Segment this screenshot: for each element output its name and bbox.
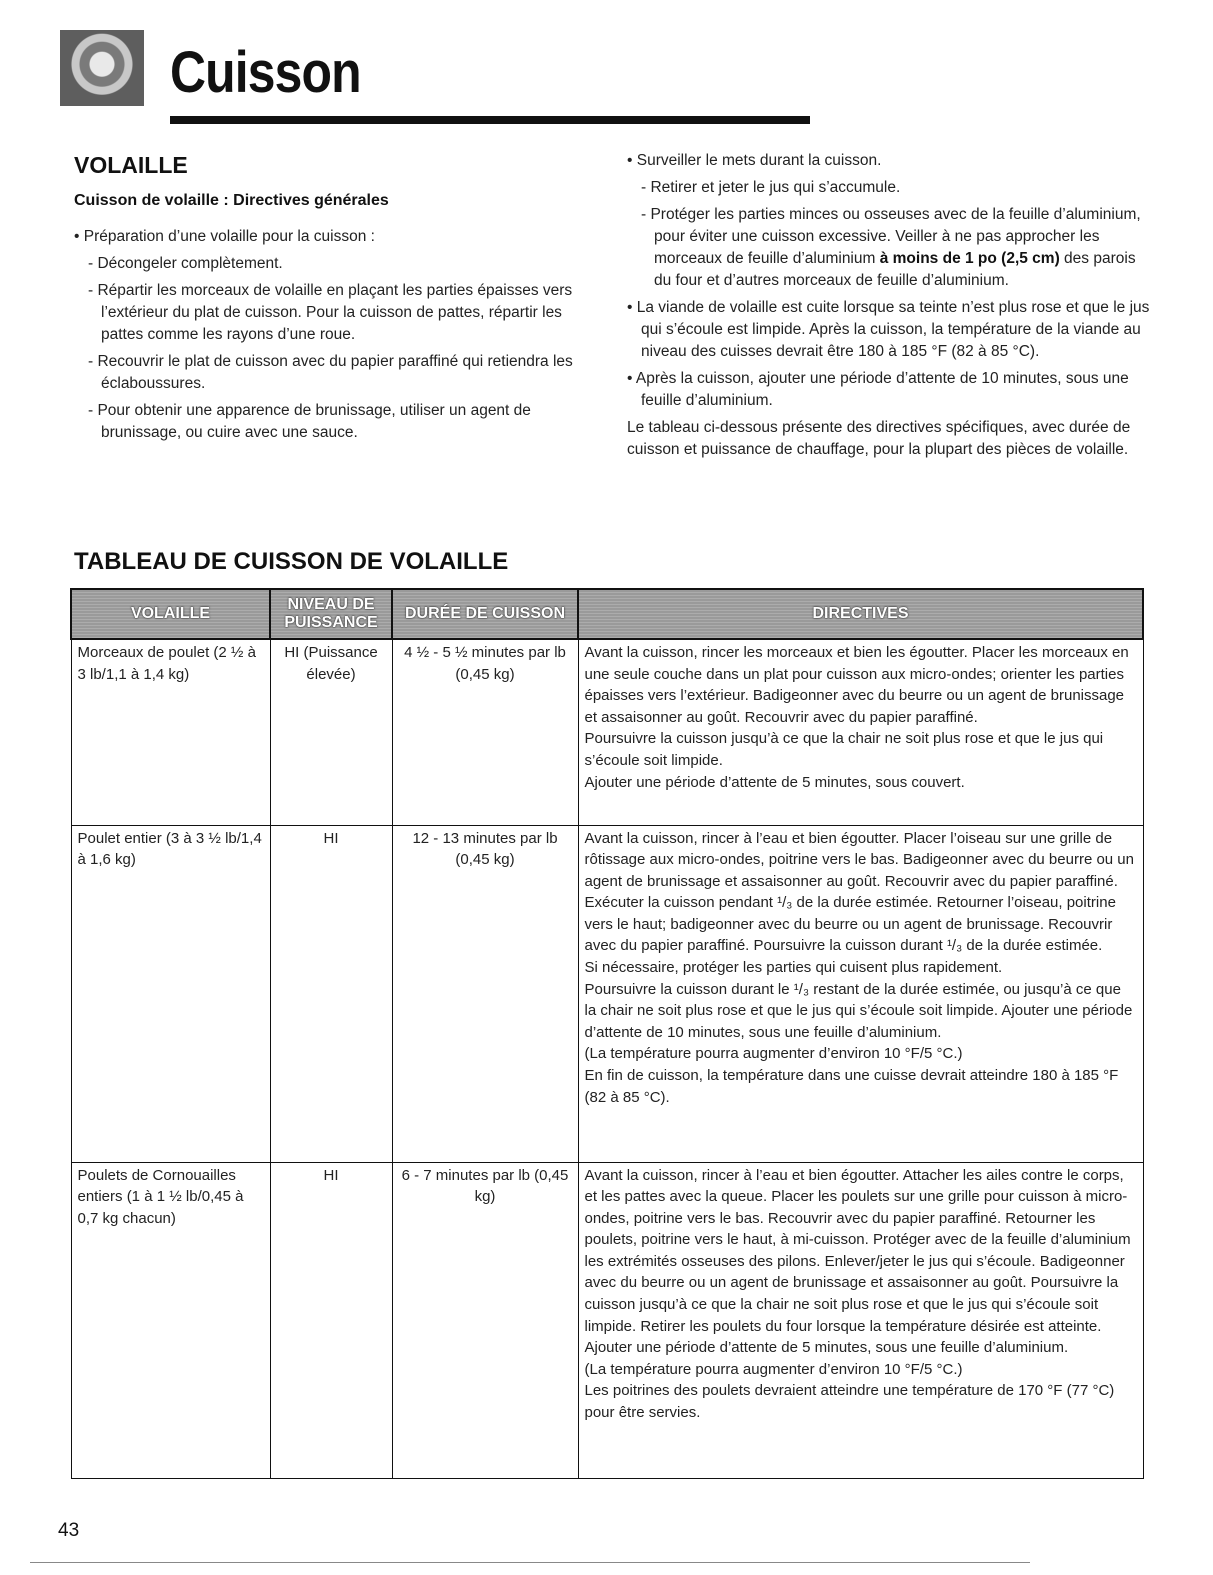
list-item: • Surveiller le mets durant la cuisson. <box>627 152 882 169</box>
page-number: 43 <box>58 1520 80 1541</box>
list-item: • Après la cuisson, ajouter une période d’attente de 10 minutes, sous une feuille d’aluminium. <box>627 370 1129 409</box>
list-item: - Recouvrir le plat de cuisson avec du papier paraffiné qui retiendra les éclaboussures. <box>88 353 573 392</box>
cook-time-cell: 12 - 13 minutes par lb (0,45 kg) <box>392 825 578 1162</box>
direction-line: Poursuivre la cuisson durant le ¹/₃ restant de la durée estimée, ou jusqu’à ce que la chair ne soit plus rose et que le jus qui s’écoule soit limpide. Ajouter une période d’attente de 10 minutes, sous une feuille d’aluminium. <box>584 980 1133 1041</box>
column-header-directives: DIRECTIVES <box>578 589 1143 639</box>
list-item-text: des parois du four et d’autres morceaux de feuille d’aluminium. <box>654 250 1136 289</box>
table-row <box>71 639 1143 825</box>
poultry-cell: Poulets de Cornouailles entiers (1 à 1 ½ lb/0,45 à 0,7 kg chacun) <box>71 1162 270 1478</box>
bottom-rule <box>30 1562 1030 1563</box>
emphasis-text: à moins de 1 po (2,5 cm) <box>879 250 1060 267</box>
power-level-cell: HI (Puissance élevée) <box>270 639 392 825</box>
direction-line: (La température pourra augmenter d’environ 10 °F/5 °C.) <box>584 1045 963 1063</box>
direction-line: Les poitrines des poulets devraient atteindre une température de 170 °F (77 °C) pour être servies. <box>584 1382 1115 1422</box>
column-header-duree: DURÉE DE CUISSON <box>392 589 578 639</box>
table-row <box>71 825 1143 1162</box>
table-title: TABLEAU DE CUISSON DE VOLAILLE <box>74 548 509 575</box>
general-directions-left <box>74 226 574 444</box>
directions-cell <box>578 825 1143 1162</box>
intro-paragraph: Le tableau ci-dessous présente des directives spécifiques, avec durée de cuisson et puissance de chauffage, pour la plupart des pièces de volaille. <box>627 419 1131 458</box>
direction-line: Avant la cuisson, rincer à l’eau et bien égoutter. Attacher les ailes contre le corps, et les pattes avec la queue. Placer les poulets sur une grille pour cuisson à micro-ondes, poitrine vers le bas. Recouvrir avec du papier paraffiné. Retourner les poulets, poitrine vers le haut, à mi-cuisson. Protéger avec de la feuille d’aluminium les extrémités osseuses des pilons. Enlever/jeter le jus qui s’écoule. Badigeonner avec du beurre ou un agent de brunissage et assaisonner au goût. Poursuivre la cuisson jusqu’à ce que la chair ne soit plus rose et que le jus qui s’écoule soit limpide. Retirer les poulets du four lorsque la température désirée est atteinte. Ajouter une période d’attente de 5 minutes, sous une feuille d’aluminium. <box>584 1166 1131 1357</box>
direction-line: (La température pourra augmenter d’environ 10 °F/5 °C.) <box>584 1360 963 1378</box>
list-item: - Pour obtenir une apparence de brunissage, utiliser un agent de brunissage, ou cuire avec une sauce. <box>88 402 531 441</box>
cook-time-cell: 4 ½ - 5 ½ minutes par lb (0,45 kg) <box>392 639 578 825</box>
cook-time-cell: 6 - 7 minutes par lb (0,45 kg) <box>392 1162 578 1478</box>
list-item: • Préparation d’une volaille pour la cuisson : <box>74 228 375 245</box>
direction-line: En fin de cuisson, la température dans une cuisse devrait atteindre 180 à 185 °F (82 à 85 °C). <box>584 1067 1119 1106</box>
poultry-cell: Poulet entier (3 à 3 ½ lb/1,4 à 1,6 kg) <box>71 825 270 1162</box>
list-item <box>627 204 1152 292</box>
section-heading-volaille: VOLAILLE <box>74 152 188 178</box>
direction-line: Avant la cuisson, rincer les morceaux et bien les égoutter. Placer les morceaux en une seule couche dans un plat pour cuisson aux micro-ondes; orienter les parties épaisses vers l’extérieur. Badigeonner avec du beurre ou un agent de brunissage et assaisonner au goût. Recouvrir avec du papier paraffiné. <box>584 644 1129 726</box>
list-item: • La viande de volaille est cuite lorsque sa teinte n’est plus rose et que le jus qui s’écoule est limpide. Après la cuisson, la température de la viande au niveau des cuisses devrait être 180 à 185 °F (82 à 85 °C). <box>627 299 1150 360</box>
direction-line: Avant la cuisson, rincer à l’eau et bien égoutter. Placer l’oiseau sur une grille de rôtissage aux micro-ondes, poitrine vers le bas. Badigeonner avec du beurre ou un agent de brunissage et assaisonner au goût. Recouvrir avec du papier paraffiné. Exécuter la cuisson pendant ¹/₃ de la durée estimée. Retourner l’oiseau, poitrine vers le haut; badigeonner avec du beurre ou un agent de brunissage. Recouvrir avec du papier paraffiné. Poursuivre la cuisson durant ¹/₃ de la durée estimée. <box>584 829 1134 955</box>
column-header-volaille: VOLAILLE <box>71 589 270 639</box>
table-header-row <box>71 589 1143 639</box>
list-item: - Décongeler complètement. <box>88 255 283 272</box>
list-item-text: - Protéger les parties minces ou osseuses avec de la feuille d’aluminium, pour éviter une cuisson excessive. Veiller à ne pas approcher les morceaux de feuille d’aluminium <box>641 206 1141 267</box>
subsection-heading: Cuisson de volaille : Directives générales <box>74 192 389 209</box>
direction-line: Poursuivre la cuisson jusqu’à ce que la chair ne soit plus rose et que le jus qui s’écoule soit limpide. <box>584 730 1104 769</box>
title-rule <box>170 116 810 124</box>
poultry-cell: Morceaux de poulet (2 ½ à 3 lb/1,1 à 1,4 kg) <box>71 639 270 825</box>
table-row <box>71 1162 1143 1478</box>
stovetop-photo-icon <box>60 30 144 106</box>
column-header-niveau: NIVEAU DE PUISSANCE <box>270 589 392 639</box>
list-item: - Retirer et jeter le jus qui s’accumule. <box>641 179 901 196</box>
list-item: - Répartir les morceaux de volaille en plaçant les parties épaisses vers l’extérieur du plat de cuisson. Pour la cuisson de pattes, répartir les pattes comme les rayons d’une roue. <box>88 282 573 343</box>
directions-cell <box>578 1162 1143 1478</box>
direction-line: Ajouter une période d’attente de 5 minutes, sous couvert. <box>584 773 965 791</box>
power-level-cell: HI <box>270 825 392 1162</box>
directions-cell <box>578 639 1143 825</box>
cooking-table <box>70 588 1144 1479</box>
direction-line: Si nécessaire, protéger les parties qui cuisent plus rapidement. <box>584 959 1003 977</box>
page-title: Cuisson <box>170 40 361 105</box>
general-directions-right <box>627 150 1152 461</box>
power-level-cell: HI <box>270 1162 392 1478</box>
